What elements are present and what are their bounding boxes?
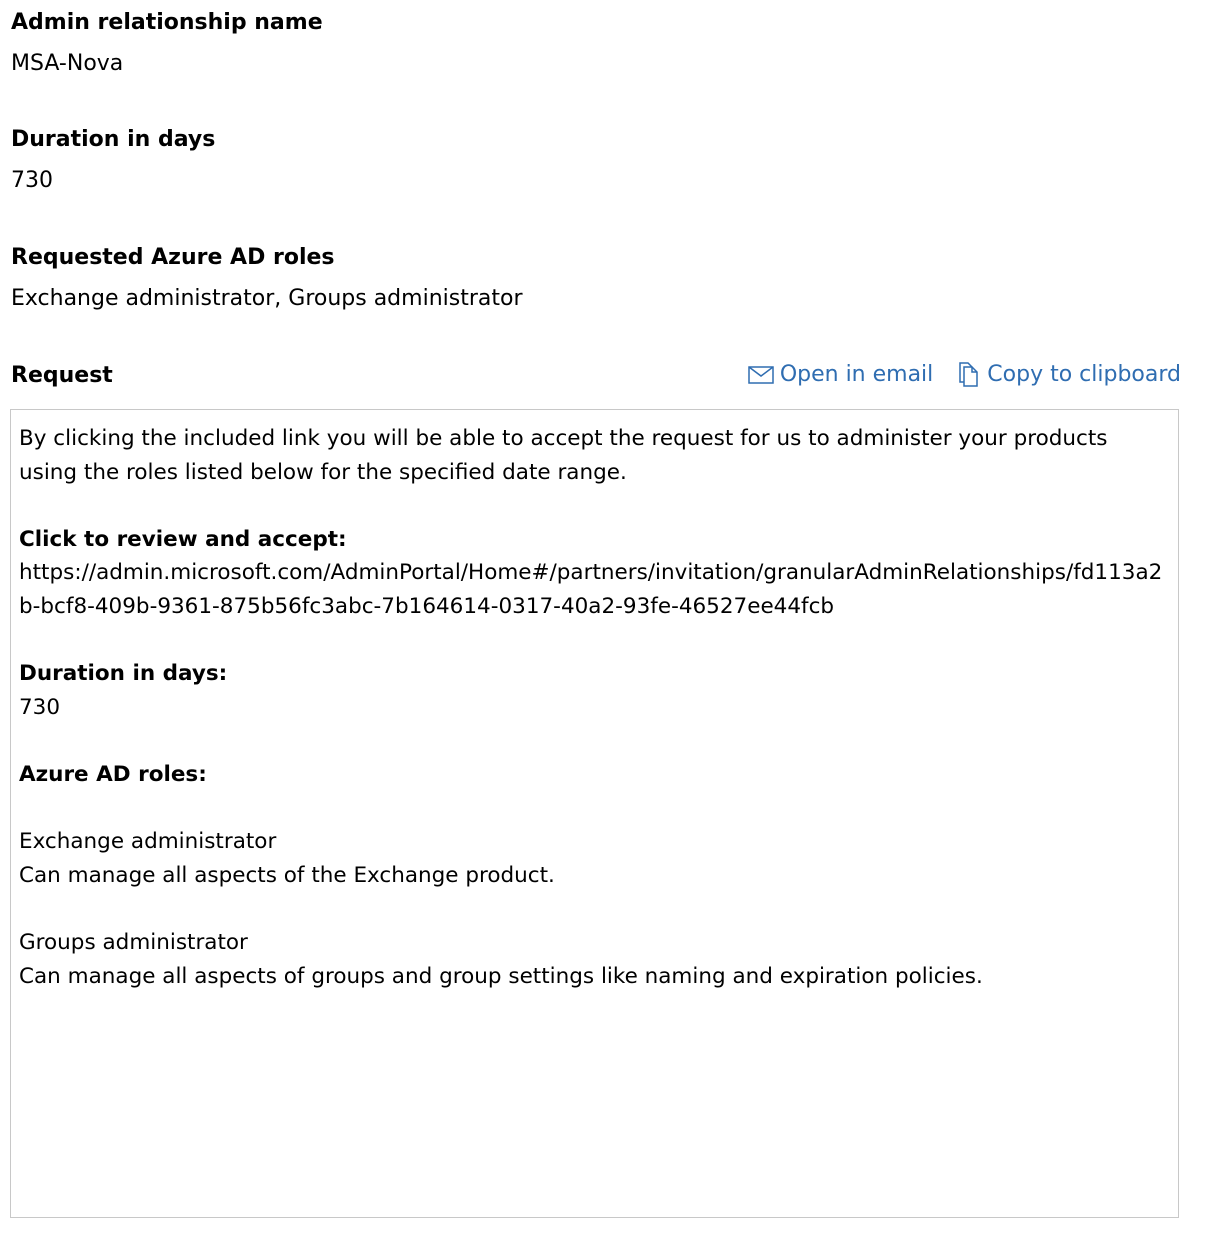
copy-to-clipboard-label: Copy to clipboard [987,362,1181,387]
copy-icon [957,362,981,388]
blank-line [19,624,1170,658]
request-intro-line-2: using the roles listed below for the specified date range. [19,459,627,485]
roles-value: Exchange administrator, Groups administrator [11,286,523,311]
role-name: Groups administrator [19,929,248,955]
review-url: https://admin.microsoft.com/AdminPortal/Home#/partners/invitation/granularAdminRelationships/fd113a2b-bcf8-409b-9361-875b56fc3abc-7b164614-0317-40a2-93fe-46527ee44fcb [19,560,1163,619]
mail-icon [748,365,774,385]
blank-line [19,724,1170,758]
request-duration-heading: Duration in days: [19,661,228,687]
open-in-email-link[interactable] [748,360,933,390]
request-textarea[interactable] [10,409,1179,1218]
request-duration-value: 730 [19,694,61,720]
duration-value: 730 [11,168,53,193]
role-description: Can manage all aspects of the Exchange product. [19,862,555,888]
blank-line [19,489,1170,523]
request-label: Request [11,363,113,388]
role-name: Exchange administrator [19,829,277,855]
request-actions [748,360,1181,390]
blank-line [19,892,1170,926]
review-heading: Click to review and accept: [19,526,347,552]
role-description: Can manage all aspects of groups and group settings like naming and expiration policies. [19,963,983,989]
request-roles-heading: Azure AD roles: [19,761,207,787]
copy-to-clipboard-link[interactable] [957,360,1181,390]
blank-line [19,792,1170,826]
request-intro-line-1: By clicking the included link you will be able to accept the request for us to administer your products [19,426,1108,451]
relationship-name-value: MSA-Nova [11,51,124,76]
roles-label: Requested Azure AD roles [11,245,335,270]
open-in-email-label: Open in email [779,362,934,387]
duration-label: Duration in days [11,127,216,152]
relationship-name-label: Admin relationship name [11,10,323,35]
